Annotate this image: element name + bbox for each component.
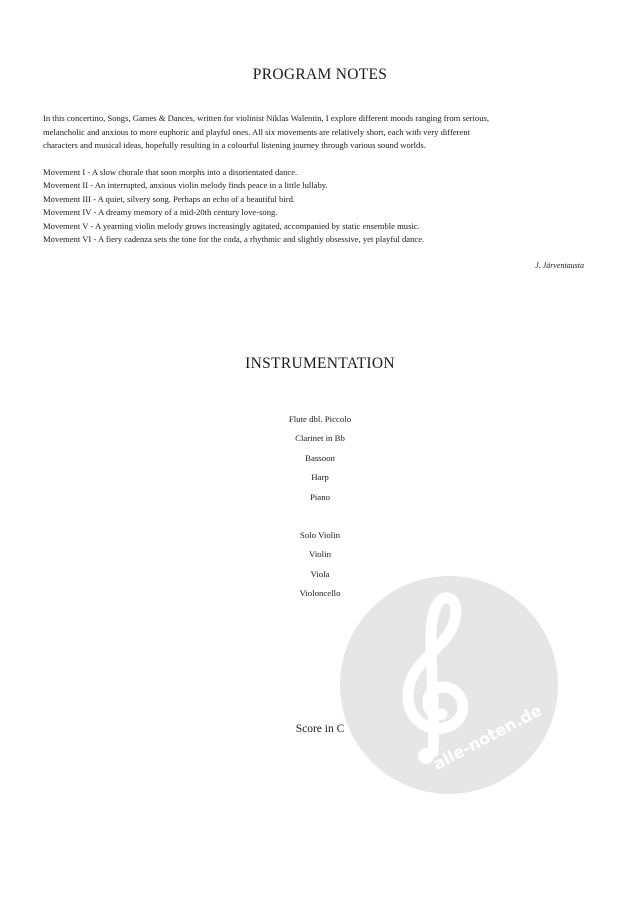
- movement-item: Movement I - A slow chorale that soon morphs into a disorientated dance.: [43, 167, 298, 177]
- instrument-item: Solo Violin: [299, 530, 341, 540]
- instrument-item: Flute dbl. Piccolo: [288, 414, 352, 424]
- instrument-item: Violin: [309, 549, 331, 560]
- movement-list: [43, 166, 595, 246]
- watermark-logo: [340, 576, 558, 794]
- movement-item: Movement IV - A dreamy memory of a mid-20th century love-song.: [43, 207, 278, 218]
- instrument-item: Harp: [311, 472, 329, 483]
- ensemble-instrument-list: [0, 410, 640, 507]
- intro-line: characters and musical ideas, hopefully resulting in a colourful listening journey through various sound worlds.: [43, 140, 426, 150]
- program-notes-intro: [43, 112, 595, 153]
- instrument-item: Bassoon: [305, 452, 335, 463]
- composer-signature: J. Järventausta: [535, 261, 584, 270]
- movement-item: Movement VI - A fiery cadenza sets the tone for the coda, a rhythmic and slightly obsessive, yet playful dance.: [43, 234, 425, 245]
- movement-item: Movement II - An interrupted, anxious violin melody finds peace in a little lullaby.: [43, 180, 328, 191]
- instrument-item: Violoncello: [299, 588, 341, 599]
- intro-line: melancholic and anxious to more euphoric and playful ones. All six movements are relatively short, each with very different: [43, 126, 471, 137]
- movement-item: Movement V - A yearning violin melody grows increasingly agitated, accompanied by static ensemble music.: [43, 220, 420, 231]
- instrument-item: Clarinet in Bb: [295, 433, 345, 444]
- instrument-item: Viola: [310, 568, 330, 579]
- score-in-c-note: Score in C: [295, 723, 345, 735]
- instrument-item: Piano: [309, 491, 331, 502]
- watermark-text: alle-noten.de: [430, 700, 545, 774]
- instrumentation-heading: INSTRUMENTATION: [245, 355, 395, 372]
- movement-item: Movement III - A quiet, silvery song. Perhaps an echo of a beautiful bird.: [43, 193, 296, 204]
- intro-line: In this concertino, Songs, Games & Dances, written for violinist Niklas Walentin, I explore different moods ranging from serious,: [43, 113, 490, 123]
- program-notes-heading: PROGRAM NOTES: [252, 66, 388, 83]
